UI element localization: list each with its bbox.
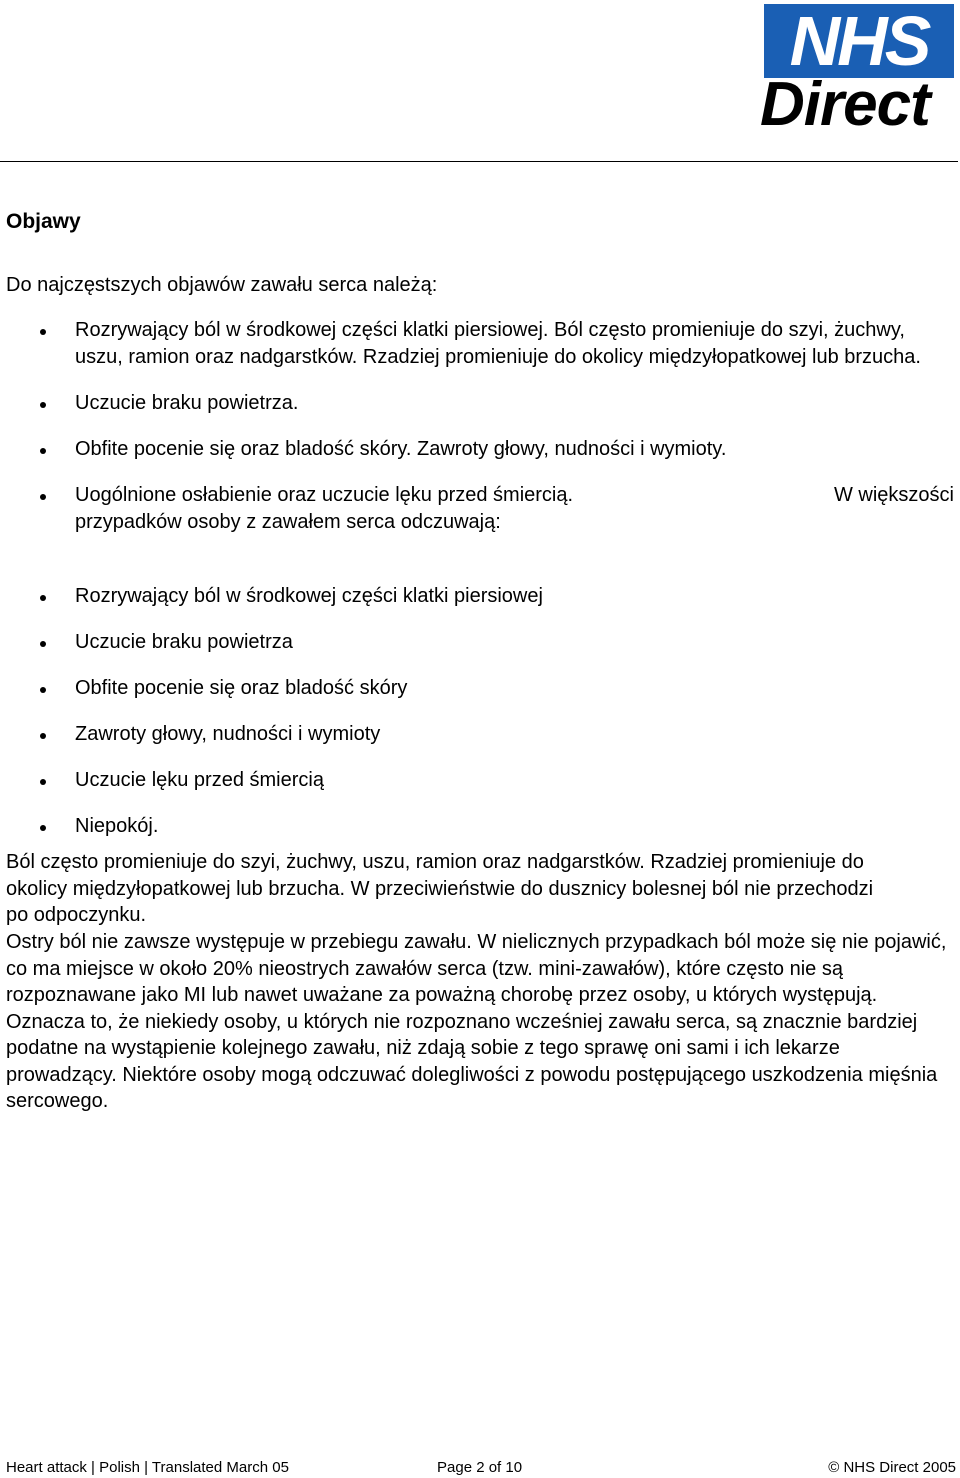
logo-nhs-text: NHS xyxy=(789,2,929,80)
logo-nhs-box xyxy=(764,4,954,78)
symptoms-list-primary xyxy=(0,317,960,536)
list-item: Rozrywający ból w środkowej części klatki piersiowej xyxy=(0,583,960,610)
nhs-direct-logo xyxy=(760,2,954,139)
list-item: Uczucie lęku przed śmiercią xyxy=(0,767,960,794)
symptoms-list-secondary xyxy=(0,583,960,840)
list-item: Uczucie braku powietrza. xyxy=(0,390,960,417)
list-item: Obfite pocenie się oraz bladość skóry xyxy=(0,675,960,702)
list-item: Zawroty głowy, nudności i wymioty xyxy=(0,721,960,748)
list-item: Niepokój. xyxy=(0,813,960,840)
intro-text: Do najczęstszych objawów zawału serca należą: xyxy=(6,274,438,296)
paragraph-silent-infarction: Ostry ból nie zawsze występuje w przebiegu zawału. W nielicznych przypadkach ból może się nie pojawić, co ma miejsce w około 20% nieostrych zawałów serca (tzw. mini-zawałów), które często nie są rozpoznawane jako MI lub nawet uważane za poważną chorobę przez osoby, u których występują. Oznacza to, że niekiedy osoby, u których nie rozpoznano wcześniej zawału serca, są znacznie bardziej podatne na wystąpienie kolejnego zawału, niż zdają sobie z tego sprawę oni sami i ich lekarze prowadzący. Niektóre osoby mogą odczuwać dolegliwości z powodu postępującego uszkodzenia mięśnia sercowego. xyxy=(6,931,947,1112)
header-divider xyxy=(0,161,958,162)
list-item: Obfite pocenie się oraz bladość skóry. Zawroty głowy, nudności i wymioty. xyxy=(0,436,960,463)
section-heading: Objawy xyxy=(6,210,81,233)
list-item-continuation: W większości xyxy=(833,484,954,506)
list-item: Uogólnione osłabienie oraz uczucie lęku przed śmiercią. W większości przypadków osoby z zawałem serca odczuwają: xyxy=(0,482,960,536)
logo-direct-text: Direct xyxy=(760,70,930,139)
list-item: Uczucie braku powietrza xyxy=(0,629,960,656)
footer-copyright: © NHS Direct 2005 xyxy=(828,1459,956,1476)
paragraph-pain-radiation: Ból często promieniuje do szyi, żuchwy, uszu, ramion oraz nadgarstków. Rzadziej promieniuje do okolicy międzyłopatkowej lub brzucha. W przeciwieństwie do dusznicy bolesnej ból nie przechodzi po odpoczynku. xyxy=(6,851,874,926)
footer-page-number: Page 2 of 10 xyxy=(437,1459,523,1476)
list-item-continuation-line: przypadków osoby z zawałem serca odczuwają: xyxy=(75,511,501,533)
footer-document-info: Heart attack | Polish | Translated March 05 xyxy=(6,1459,289,1476)
list-item: Rozrywający ból w środkowej części klatki piersiowej. Ból często promieniuje do szyi, żuchwy, uszu, ramion oraz nadgarstków. Rzadziej promieniuje do okolicy międzyłopatkowej lub brzucha. xyxy=(0,317,952,371)
